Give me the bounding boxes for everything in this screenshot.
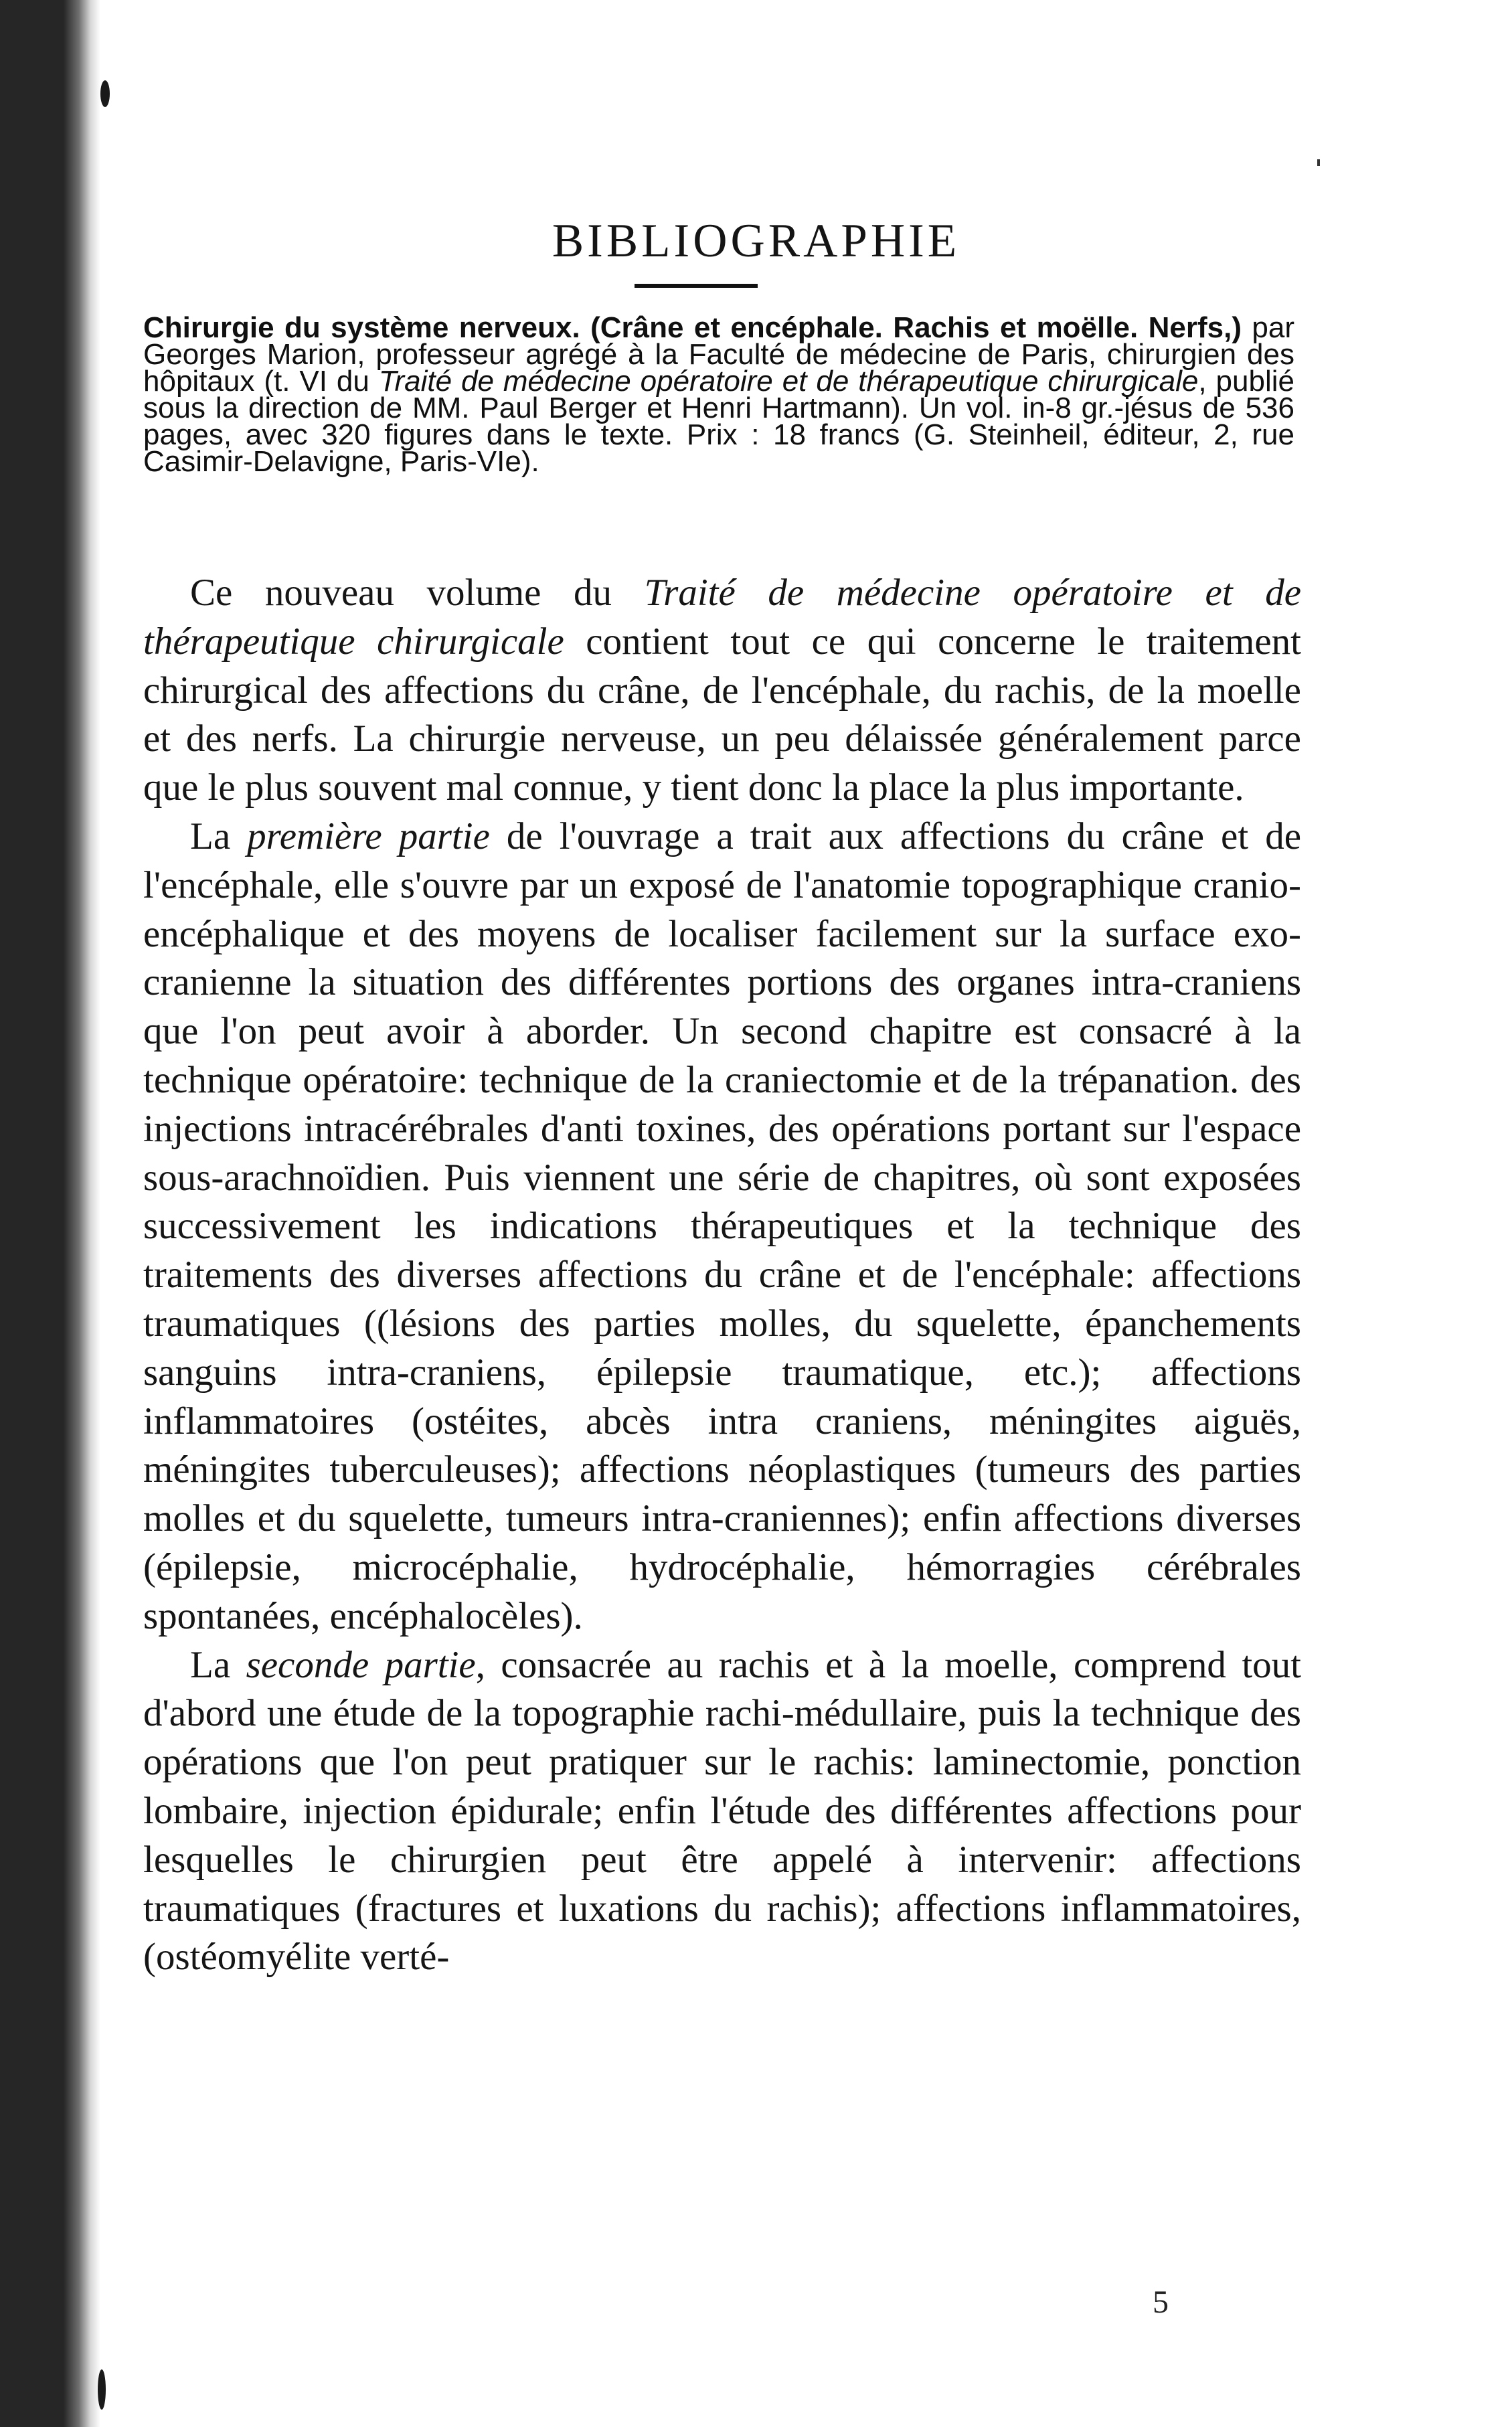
paragraph-emphasis: Traité de médecine opératoire et de thérapeutique chirurgicale <box>143 572 1301 663</box>
scan-speck <box>98 2369 106 2410</box>
paragraph-emphasis: seconde partie <box>246 1643 476 1686</box>
reference-text: par Georges Marion, professeur agrégé à la Faculté de médecine de Paris, chirurgien des hôpitaux (t. VI du <box>143 311 1294 398</box>
page-title: BIBLIOGRAPHIE <box>552 214 960 267</box>
paragraph-text: La <box>190 815 248 857</box>
scan-mark <box>1317 159 1320 166</box>
reference-text: , publié sous la direction de MM. Paul Berger et Henri Hartmann). Un vol. in-8 gr.-jésus de 536 pages, avec 320 figures dans le texte. Prix : 18 francs (G. Steinheil, éditeur, 2, rue Casimir-Delavigne, Paris-VIe). <box>143 365 1294 478</box>
paragraph-text: , consacrée au rachis et à la moelle, comprend tout d'abord une étude de la topographie rachi-médullaire, puis la technique des opérations que l'on peut pratiquer sur le rachis: laminectomie, ponction lombaire, injection épidurale; enfin l'étude des différentes affections pour lesquelles le chirurgien peut être appelé à intervenir: affections traumatiques (fractures et luxations du rachis); affections inflammatoires, (ostéomyélite verté- <box>143 1643 1301 1979</box>
paragraph <box>143 813 1301 1641</box>
paragraph <box>143 1641 1301 1983</box>
reference-work-title: Traité de médecine opératoire et de thérapeutique chirurgicale <box>378 365 1199 398</box>
review-text <box>143 569 1301 1982</box>
paragraph-text: contient tout ce qui concerne le traitement chirurgical des affections du crâne, de l'encéphale, du rachis, de la moelle et des nerfs. La chirurgie nerveuse, un peu délaissée généralement parce que le plus souvent mal connue, y tient donc la place la plus importante. <box>143 620 1301 809</box>
scan-speck <box>100 80 110 107</box>
binding-edge <box>0 0 100 2427</box>
paragraph-emphasis: première partie <box>247 815 490 857</box>
page-number: 5 <box>1153 2284 1169 2320</box>
paragraph-text: Ce nouveau volume du <box>190 572 645 614</box>
reference-heading: Chirurgie du système nerveux. (Crâne et encéphale. Rachis et moëlle. Nerfs,) <box>143 311 1242 344</box>
paragraph-text: La <box>190 1643 246 1686</box>
paragraph-text: de l'ouvrage a trait aux affections du crâne et de l'encéphale, elle s'ouvre par un exposé de l'anatomie topographique cranio-encéphalique et des moyens de localiser facilement sur la surface exo-cranienne la situation des différentes portions des organes intra-craniens que l'on peut avoir à aborder. Un second chapitre est consacré à la technique opératoire: technique de la craniectomie et de la trépanation. des injections intracérébrales d'anti toxines, des opérations portant sur l'espace sous-arachnoïdien. Puis viennent une série de chapitres, où sont exposées successivement les indications thérapeutiques et la technique des traitements des diverses affections du crâne et de l'encéphale: affections traumatiques ((lésions des parties molles, du squelette, épanchements sanguins intra-craniens, épilepsie traumatique, etc.); affections inflammatoires (ostéites, abcès intra craniens, méningites aiguës, méningites tuberculeuses); affections néoplastiques (tumeurs des parties molles et du squelette, tumeurs intra-craniennes); enfin affections diverses (épilepsie, microcéphalie, hydrocéphalie, hémorragies cérébrales spontanées, encéphalocèles). <box>143 815 1302 1637</box>
bibliographic-reference <box>143 311 1294 478</box>
title-rule <box>635 284 758 288</box>
paragraph <box>143 569 1301 813</box>
